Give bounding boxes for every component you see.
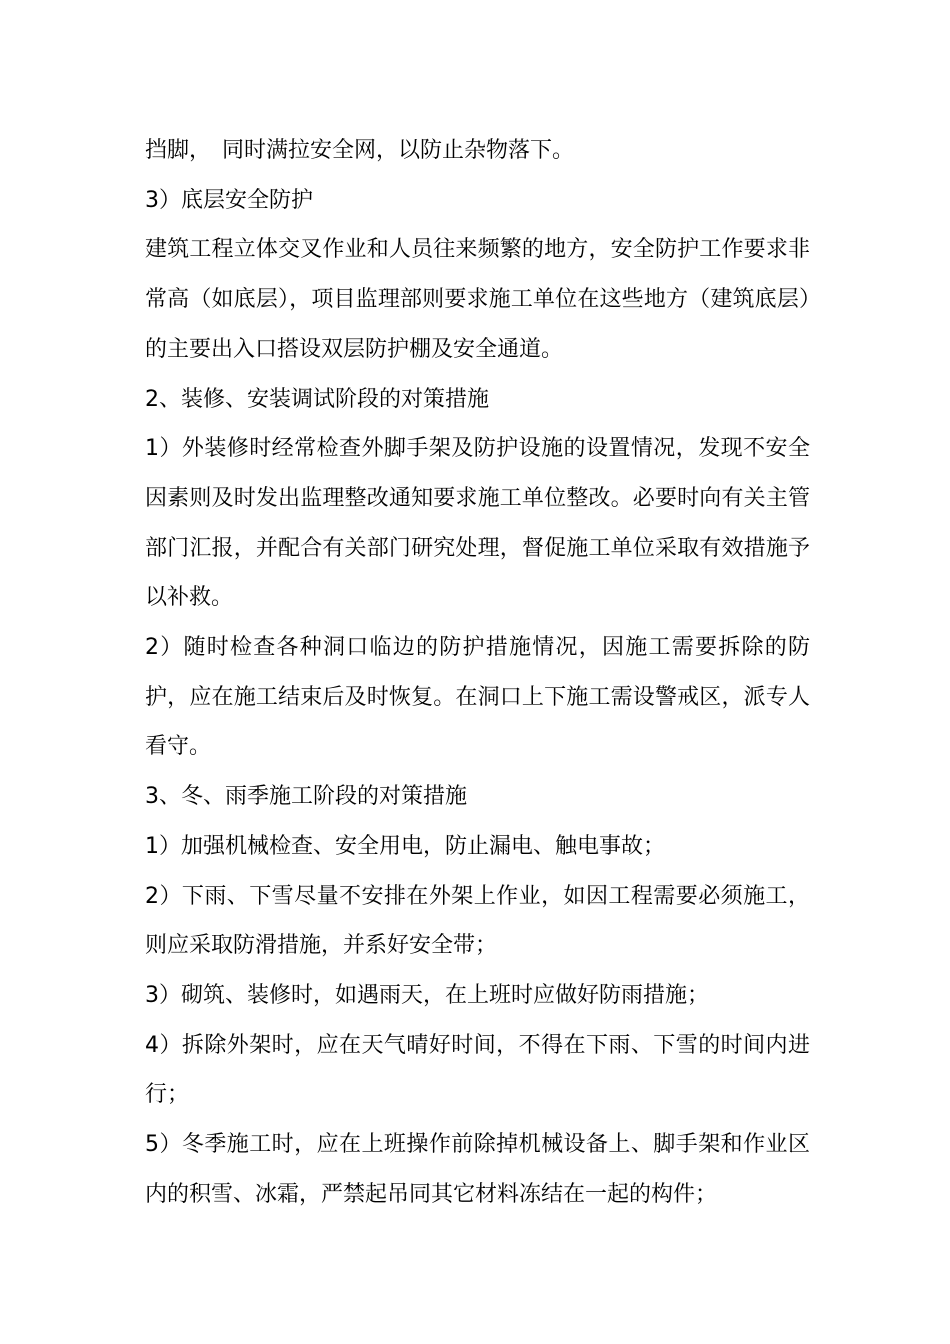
paragraph-ground-floor-protection: 建筑工程立体交叉作业和人员往来频繁的地方，安全防护工作要求非常高（如底层），项目监理部则要求施工单位在这些地方（建筑底层）的主要出入口搭设双层防护棚及安全通道。	[145, 237, 810, 362]
list-item-masonry-rain: 3）砌筑、装修时，如遇雨天，在上班时应做好防雨措施；	[145, 982, 709, 1008]
heading-ground-floor-protection: 3）底层安全防护	[145, 187, 313, 213]
list-item-scaffold-removal: 4）拆除外架时，应在天气晴好时间，不得在下雨、下雪的时间内进行；	[145, 1032, 810, 1108]
paragraph-exterior-decoration: 1）外装修时经常检查外脚手架及防护设施的设置情况，发现不安全因素则及时发出监理整改通知要求施工单位整改。必要时向有关主管部门汇报，并配合有关部门研究处理，督促施工单位采取有效措施予以补救。	[145, 436, 810, 611]
list-item-machinery-check: 1）加强机械检查、安全用电，防止漏电、触电事故；	[145, 833, 665, 859]
paragraph-guard-net: 挡脚， 同时满拉安全网，以防止杂物落下。	[145, 138, 575, 163]
document-body	[145, 126, 810, 1219]
heading-winter-rain-stage: 3、冬、雨季施工阶段的对策措施	[145, 784, 467, 810]
heading-decoration-stage: 2、装修、安装调试阶段的对策措施	[145, 386, 489, 412]
list-item-winter-construction: 5）冬季施工时，应在上班操作前除掉机械设备上、脚手架和作业区内的积雪、冰霜，严禁起吊同其它材料冻结在一起的构件；	[145, 1132, 810, 1207]
paragraph-opening-protection: 2）随时检查各种洞口临边的防护措施情况，因施工需要拆除的防护，应在施工结束后及时恢复。在洞口上下施工需设警戒区，派专人看守。	[145, 635, 810, 760]
list-item-rain-snow-work: 2）下雨、下雪尽量不安排在外架上作业，如因工程需要必须施工，则应采取防滑措施，并系好安全带；	[145, 883, 810, 959]
